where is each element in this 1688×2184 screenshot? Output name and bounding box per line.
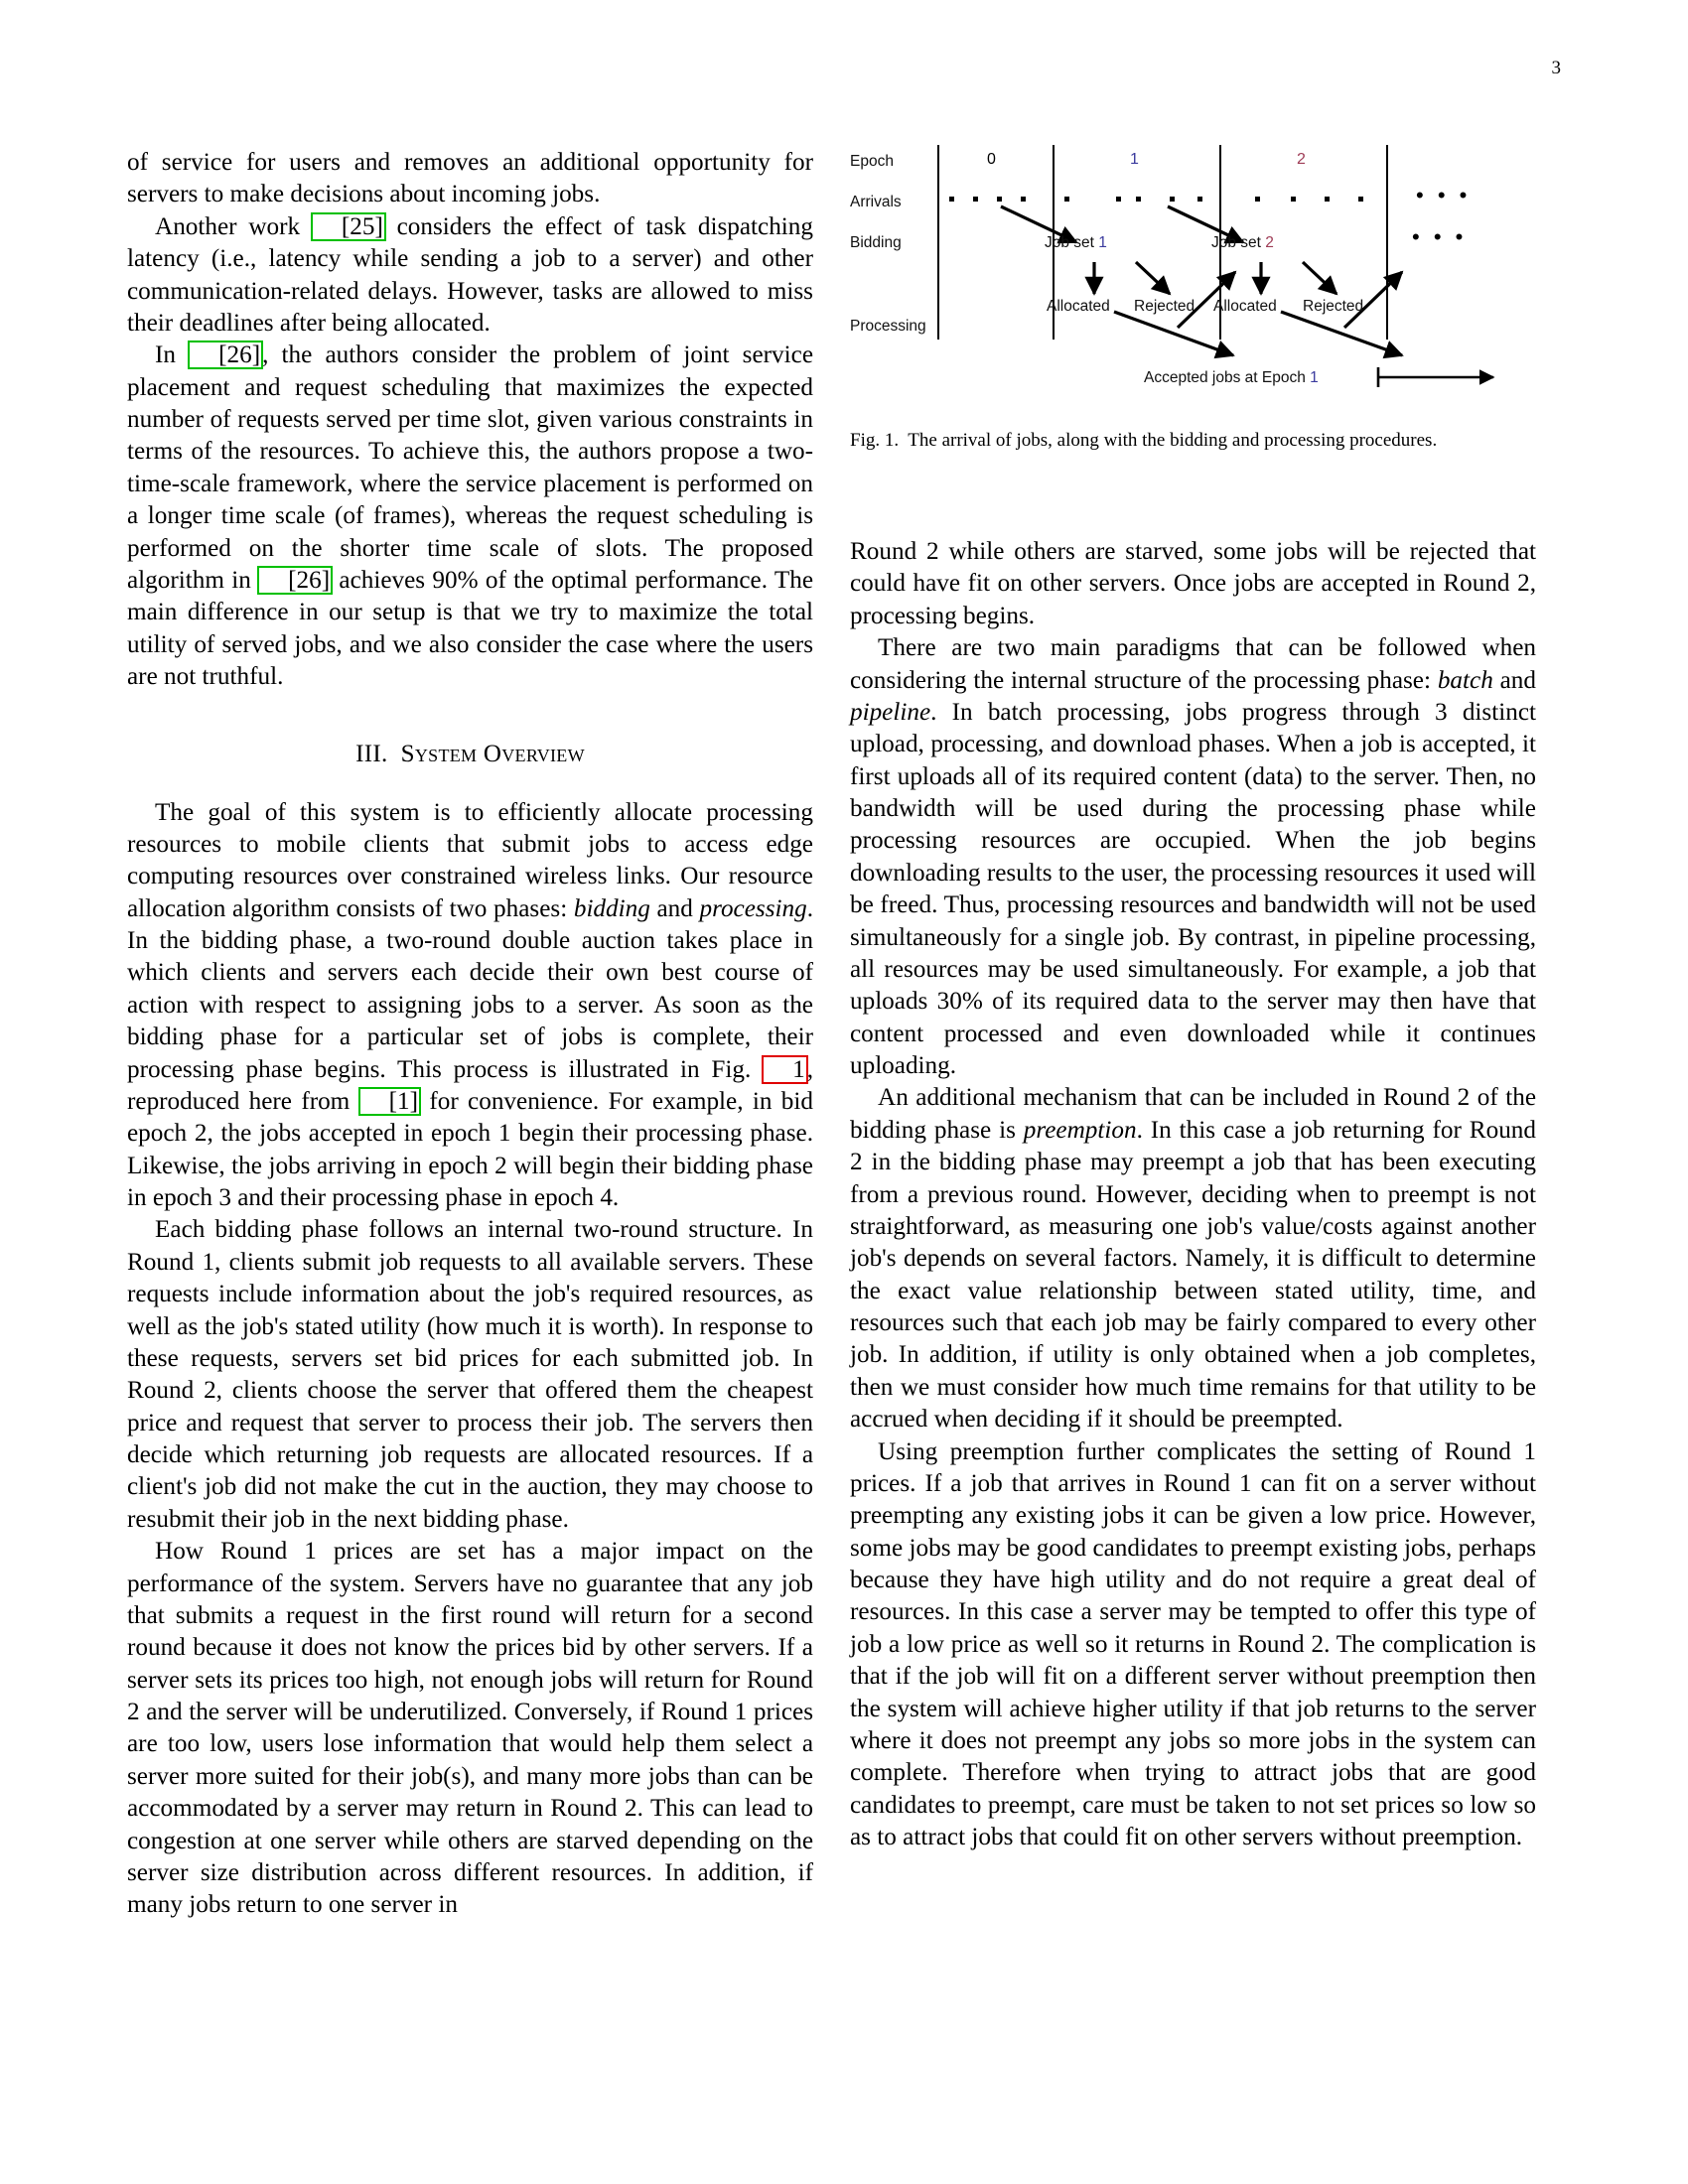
- figure-arrows: [850, 139, 1545, 399]
- paragraph-text: . In this case a job returning for Round 2 in the bidding phase may preempt a job that has been executing from a previous round. However, deciding when to preempt is not straightforward, as measuring one job's value/costs against another job's depends on several factors. Namely, it is difficult to determine the exact value relationship between stated utility, time, and resources such that each job may be fairly compared to every other job. In addition, if utility is only obtained when a job completes, then we must consider how much time remains for that utility to be accrued when deciding if it should be preempted.: [850, 1116, 1536, 1433]
- arrow-jobset2-to-rejected: [1303, 262, 1336, 294]
- figure-reference-link[interactable]: 1: [762, 1055, 808, 1084]
- paragraph-text: An additional mechanism that can be included in Round 2 of the bidding phase is: [850, 1084, 1536, 1144]
- section-title: System Overview: [400, 741, 585, 768]
- paragraph-text: Using preemption further complicates the setting of Round 1 prices. If a job that arrives in Round 1 can fit on a server without preempting any existing jobs it can be given a low price. However, some jobs may be good candidates to preempt existing jobs, perhaps because they have high utility and do not require a great deal of resources. In this case a server may be tempted to offer this type of job a low price as well so it returns in Round 2. The complication is that if the job will fit on a different server without preemption then the system will achieve higher utility if that job returns to the server where it does not preempt any jobs so more jobs in the system can complete. Therefore when trying to attract jobs that are good candidates to preempt, care must be taken to not set prices so low so as to attract jobs that could fit on other servers without preemption.: [850, 1437, 1536, 1850]
- paragraph-p4: [127, 797, 813, 1215]
- paragraph-text: achieves 90% of the optimal performance. The main difference in our setup is that we try to maximize the total utility of served jobs, and we also consider the case where the users are not truthful.: [127, 566, 813, 690]
- paragraph-text: . In the bidding phase, a two-round double auction takes place in which clients and servers each decide their own best course of action with respect to assigning jobs to a server. As soon as the bidding phase for a particular set of jobs is complete, their processing phase begins. This process is illustrated in Fig.: [127, 894, 813, 1083]
- figure-label-accepted-jobs: Accepted jobs at Epoch 1: [1144, 369, 1319, 386]
- figure-row-label-arrivals: Arrivals: [850, 194, 902, 210]
- paragraph-text: , reproduced here from: [127, 1055, 813, 1115]
- figure-caption: [850, 429, 1545, 453]
- paragraph-p3: [127, 340, 813, 693]
- figure-caption-text: The arrival of jobs, along with the bidding and processing procedures.: [908, 430, 1438, 451]
- figure-label-rejected-1: Rejected: [1134, 298, 1196, 315]
- figure-caption-number: Fig. 1.: [850, 430, 900, 451]
- left-column: [127, 147, 813, 1922]
- figure-diagram: [850, 139, 1545, 399]
- epoch-number-2: 2: [1297, 151, 1306, 168]
- emphasis-preemption: preemption: [1023, 1116, 1137, 1144]
- citation-link-26a[interactable]: [26]: [188, 341, 263, 369]
- paragraph-r3: [850, 1082, 1536, 1435]
- jobset-1-number: 1: [1098, 234, 1107, 251]
- figure-1: [850, 139, 1545, 451]
- paragraph-text: considers the effect of task dispatching latency (i.e., latency while sending a job to a server) and other communication-related delays. However, tasks are allowed to miss their deadlines after being allocated.: [127, 212, 813, 337]
- paragraph-p6: [127, 1536, 813, 1922]
- paragraph-text: and: [649, 894, 700, 922]
- emphasis-pipeline: pipeline: [850, 698, 931, 726]
- figure-ellipsis-arrivals: • • •: [1416, 183, 1472, 207]
- figure-label-allocated-1: Allocated: [1047, 298, 1110, 315]
- citation-link-26b[interactable]: [26]: [257, 566, 333, 595]
- paragraph-p2: [127, 211, 813, 341]
- arrow-jobset1-to-rejected: [1136, 262, 1170, 294]
- emphasis-bidding: bidding: [573, 894, 650, 922]
- emphasis-processing: processing: [699, 894, 807, 922]
- paragraph-text: Round 2 while others are starved, some jobs will be rejected that could have fit on other servers. Once jobs are accepted in Round 2, processing begins.: [850, 538, 1536, 629]
- figure-row-label-epoch: Epoch: [850, 153, 894, 170]
- paragraph-text: , the authors consider the problem of joint service placement and request scheduling that maximizes the expected number of requests served per time slot, given various constraints in terms of the resources. To achieve this, the authors propose a two-time-scale framework, where the service placement is performed on a longer time scale (of frames), whereas the request scheduling is performed on the shorter time scale of slots. The proposed algorithm in: [127, 341, 813, 594]
- figure-label-jobset-2: Job set 2: [1211, 234, 1274, 251]
- citation-link-1[interactable]: [1]: [358, 1087, 421, 1116]
- arrow-allocated2-to-processing: [1281, 312, 1402, 355]
- paragraph-text: for convenience. For example, in bid epoch 2, the jobs accepted in epoch 1 begin their processing phase. Likewise, the jobs arriving in epoch 2 will begin their bidding phase in epoch 3 and their processing phase in epoch 4.: [127, 1087, 813, 1211]
- epoch-number-0: 0: [987, 151, 996, 168]
- figure-ellipsis-bidding: • • •: [1412, 224, 1468, 249]
- section-heading: [127, 739, 813, 770]
- emphasis-batch: batch: [1437, 666, 1493, 694]
- citation-link-25[interactable]: [25]: [311, 212, 386, 241]
- figure-label-jobset-1: Job set 1: [1045, 234, 1107, 251]
- paragraph-text: There are two main paradigms that can be followed when considering the internal structure of the processing phase:: [850, 634, 1536, 694]
- paragraph-r2: [850, 632, 1536, 1082]
- right-column: [850, 536, 1536, 1853]
- paragraph-r1: [850, 536, 1536, 632]
- figure-row-label-bidding: Bidding: [850, 234, 902, 251]
- jobset-2-number: 2: [1265, 234, 1274, 251]
- arrow-allocated1-to-processing: [1114, 312, 1233, 355]
- figure-label-allocated-2: Allocated: [1213, 298, 1277, 315]
- section-number: III.: [355, 741, 388, 768]
- accepted-epoch-number: 1: [1310, 369, 1319, 386]
- paragraph-text: Each bidding phase follows an internal two-round structure. In Round 1, clients submit job requests to all available servers. These requests include information about the job's required resources, as well as the job's stated utility (how much it is worth). In response to these requests, servers set bid prices for each submitted job. In Round 2, clients choose the server that offered them the cheapest price and request that server to process their job. The servers then decide which returning job requests are allocated resources. If a client's job did not make the cut in the auction, they may choose to resubmit their job in the next bidding phase.: [127, 1216, 813, 1533]
- paragraph-p1: [127, 147, 813, 211]
- figure-label-rejected-2: Rejected: [1303, 298, 1364, 315]
- figure-row-label-processing: Processing: [850, 318, 926, 335]
- epoch-number-1: 1: [1130, 151, 1139, 168]
- page-number: 3: [1551, 58, 1561, 78]
- paragraph-text: In: [155, 341, 190, 369]
- paragraph-text: and: [1492, 666, 1536, 694]
- paragraph-text: . In batch processing, jobs progress through 3 distinct upload, processing, and download phases. When a job is accepted, it first uploads all of its required content (data) to the server. Then, no bandwidth will be used during the processing phase while processing resources are occupied. When the job begins downloading results to the user, the processing resources it used will be freed. Thus, processing resources and bandwidth will not be used simultaneously for a single job. By contrast, in pipeline processing, all resources may be used simultaneously. For example, a job that uploads 30% of its required data to the server may then have that content processed and even downloaded while it continues uploading.: [850, 698, 1536, 1079]
- paragraph-text: of service for users and removes an additional opportunity for servers to make decisions about incoming jobs.: [127, 149, 813, 208]
- paragraph-text: Another work: [155, 212, 312, 240]
- paragraph-r4: [850, 1436, 1536, 1854]
- paragraph-p5: [127, 1214, 813, 1536]
- paragraph-text: How Round 1 prices are set has a major impact on the performance of the system. Servers have no guarantee that any job that submits a request in the first round will return for a second round because it does not know the prices bid by other servers. If a server sets its prices too high, not enough jobs will return for Round 2 and the server will be underutilized. Conversely, if Round 1 prices are too low, users lose information that would help them select a server more suited for their job(s), and many more jobs than can be accommodated by a server may return in Round 2. This can lead to congestion at one server while others are starved depending on the server size distribution across different resources. In addition, if many jobs return to one server in: [127, 1538, 813, 1919]
- paragraph-text: The goal of this system is to efficiently allocate processing resources to mobile clients that submit jobs to access edge computing resources over constrained wireless links. Our resource allocation algorithm consists of two phases:: [127, 798, 813, 922]
